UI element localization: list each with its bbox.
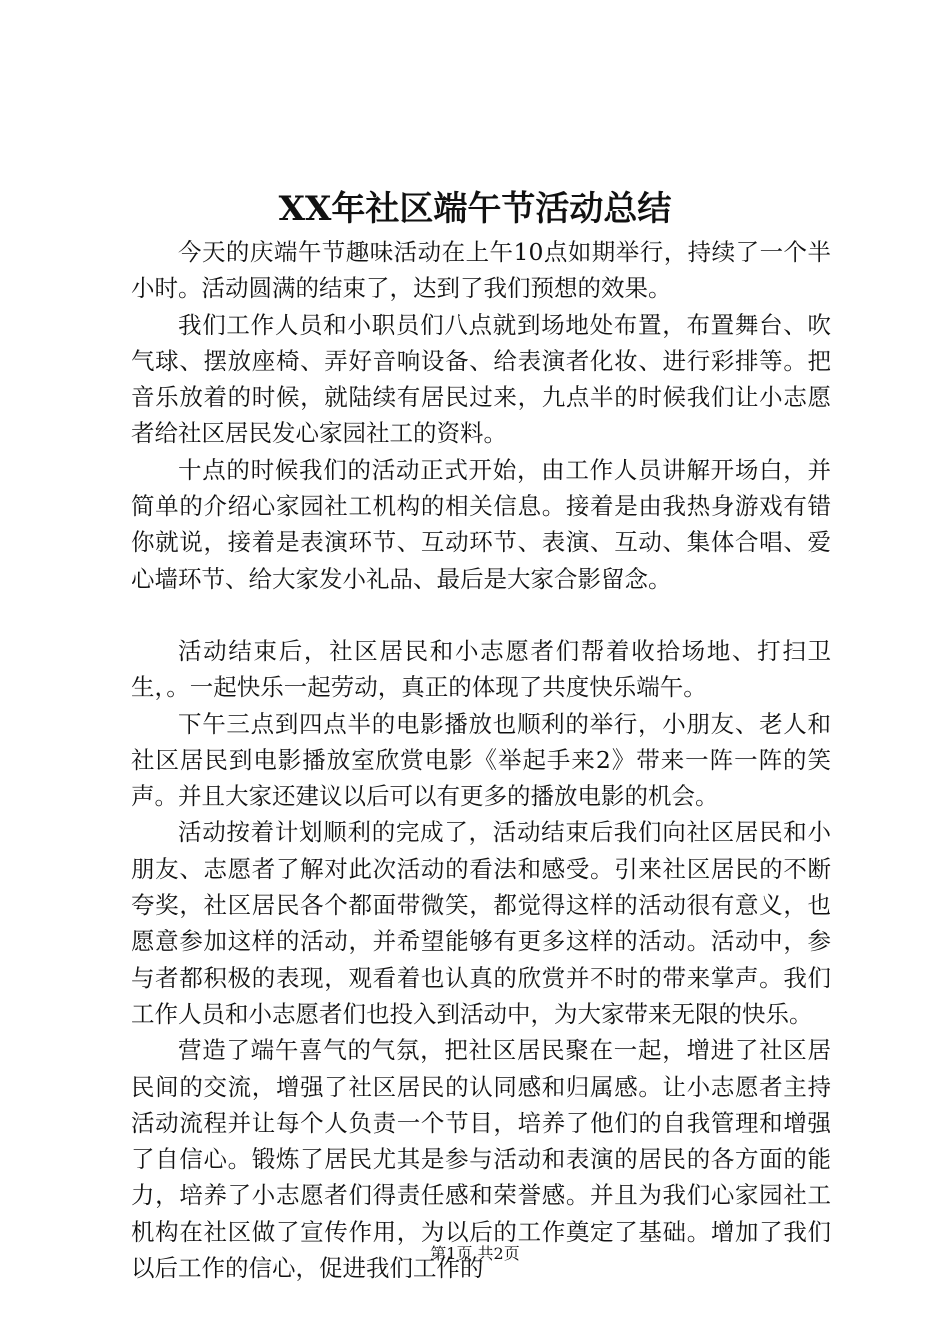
paragraph: 我们工作人员和小职员们八点就到场地处布置，布置舞台、吹气球、摆放座椅、弄好音响设备、给表演者化妆、进行彩排等。把音乐放着的时候，就陆续有居民过来，九点半的时候我们让小志愿者给社区居民发心家园社工的资料。	[131, 310, 831, 448]
paragraph: 活动结束后，社区居民和小志愿者们帮着收拾场地、打扫卫生，。一起快乐一起劳动，真正的体现了共度快乐端午。	[131, 636, 831, 702]
paragraph: 今天的庆端午节趣味活动在上午10点如期举行，持续了一个半小时。活动圆满的结束了，达到了我们预想的效果。	[131, 238, 831, 303]
document-body	[131, 234, 831, 1286]
paragraph: 十点的时候我们的活动正式开始，由工作人员讲解开场白，并简单的介绍心家园社工机构的相关信息。接着是由我热身游戏有错你就说，接着是表演环节、互动环节、表演、互动、集体合唱、爱心墙环节、给大家发小礼品、最后是大家合影留念。	[131, 455, 831, 593]
paragraph: 下午三点到四点半的电影播放也顺利的举行，小朋友、老人和社区居民到电影播放室欣赏电影《举起手来2》带来一阵一阵的笑声。并且大家还建议以后可以有更多的播放电影的机会。	[131, 709, 831, 811]
document-title: XX年社区端午节活动总结	[278, 189, 672, 229]
paragraph: 活动按着计划顺利的完成了，活动结束后我们向社区居民和小朋友、志愿者了解对此次活动的看法和感受。引来社区居民的不断夸奖，社区居民各个都面带微笑，都觉得这样的活动很有意义，也愿意参加这样的活动，并希望能够有更多这样的活动。活动中，参与者都积极的表现，观看着也认真的欣赏并不时的带来掌声。我们工作人员和小志愿者们也投入到活动中，为大家带来无限的快乐。	[131, 818, 831, 1028]
paragraph-spacer	[131, 597, 831, 633]
paragraph: 营造了端午喜气的气氛，把社区居民聚在一起，增进了社区居民间的交流，增强了社区居民的认同感和归属感。让小志愿者主持活动流程并让每个人负责一个节目，培养了他们的自我管理和增强了自信心。锻炼了居民尤其是参与活动和表演的居民的各方面的能力，培养了小志愿者们得责任感和荣誉感。并且为我们心家园社工机构在社区做了宣传作用，为以后的工作奠定了基础。增加了我们以后工作的信心，促进我们工作的	[131, 1036, 831, 1283]
page-number-footer: 第1页 共2页	[430, 1244, 520, 1263]
